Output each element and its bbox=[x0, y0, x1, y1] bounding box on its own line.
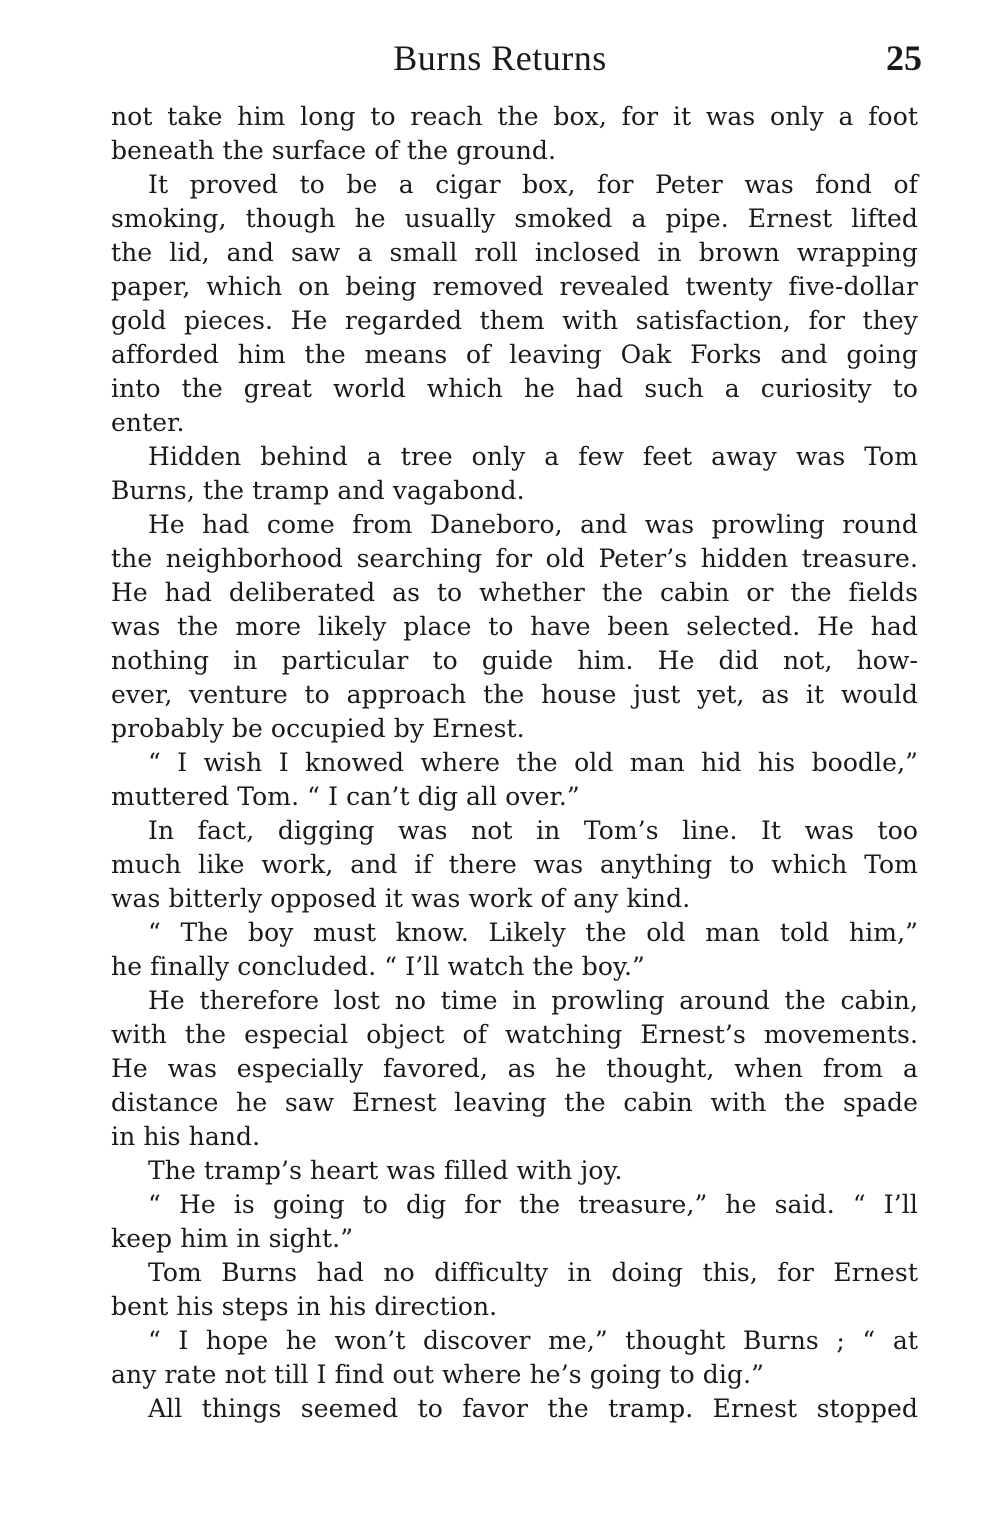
text-line: smoking, though he usually smoked a pipe. Ernest lifted bbox=[111, 204, 918, 233]
text-line: He therefore lost no time in prowling around the cabin, bbox=[148, 986, 918, 1015]
text-line: the lid, and saw a small roll inclosed in brown wrapping bbox=[111, 238, 918, 267]
running-title: Burns Returns bbox=[393, 38, 607, 78]
text-line: In fact, digging was not in Tom’s line. It was too bbox=[148, 816, 918, 845]
text-line: The tramp’s heart was filled with joy. bbox=[148, 1156, 623, 1185]
text-line: with the especial object of watching Ernest’s movements. bbox=[111, 1020, 918, 1049]
text-line: into the great world which he had such a curiosity to bbox=[111, 374, 918, 403]
text-line: nothing in particular to guide him. He did not, how- bbox=[111, 646, 918, 675]
text-line: was the more likely place to have been selected. He had bbox=[111, 612, 918, 641]
text-line: Tom Burns had no difficulty in doing this, for Ernest bbox=[148, 1258, 918, 1287]
text-line: not take him long to reach the box, for it was only a foot bbox=[111, 102, 918, 131]
text-line: the neighborhood searching for old Peter’s hidden treasure. bbox=[111, 544, 918, 573]
text-line: enter. bbox=[111, 408, 185, 437]
body-text bbox=[111, 100, 918, 1426]
text-line: He was especially favored, as he thought, when from a bbox=[111, 1054, 918, 1083]
text-line: “ I wish I knowed where the old man hid his boodle,” bbox=[148, 748, 918, 777]
text-line: muttered Tom. “ I can’t dig all over.” bbox=[111, 782, 580, 811]
text-line: keep him in sight.” bbox=[111, 1224, 354, 1253]
text-line: “ The boy must know. Likely the old man told him,” bbox=[148, 918, 918, 947]
text-line: was bitterly opposed it was work of any kind. bbox=[111, 884, 691, 913]
page-number: 25 bbox=[886, 38, 922, 78]
text-line: He had come from Daneboro, and was prowling round bbox=[148, 510, 918, 539]
text-line: distance he saw Ernest leaving the cabin with the spade bbox=[111, 1088, 918, 1117]
text-line: bent his steps in his direction. bbox=[111, 1292, 498, 1321]
text-line: Hidden behind a tree only a few feet away was Tom bbox=[148, 442, 918, 471]
text-line: He had deliberated as to whether the cabin or the fields bbox=[111, 578, 918, 607]
text-line: in his hand. bbox=[111, 1122, 261, 1151]
text-line: gold pieces. He regarded them with satisfaction, for they bbox=[111, 306, 918, 335]
text-line: probably be occupied by Ernest. bbox=[111, 714, 525, 743]
text-line: All things seemed to favor the tramp. Ernest stopped bbox=[148, 1394, 918, 1423]
text-line: ever, venture to approach the house just yet, as it would bbox=[111, 680, 918, 709]
text-line: Burns, the tramp and vagabond. bbox=[111, 476, 525, 505]
text-line: “ He is going to dig for the treasure,” he said. “ I’ll bbox=[148, 1190, 918, 1219]
text-line: any rate not till I find out where he’s going to dig.” bbox=[111, 1360, 764, 1389]
text-line: much like work, and if there was anything to which Tom bbox=[111, 850, 918, 879]
text-line: beneath the surface of the ground. bbox=[111, 136, 557, 165]
text-line: he finally concluded. “ I’ll watch the boy.” bbox=[111, 952, 645, 981]
text-line: “ I hope he won’t discover me,” thought Burns ; “ at bbox=[148, 1326, 918, 1355]
running-head bbox=[0, 36, 1000, 80]
text-line: afforded him the means of leaving Oak Forks and going bbox=[111, 340, 918, 369]
text-line: It proved to be a cigar box, for Peter was fond of bbox=[148, 170, 918, 199]
text-line: paper, which on being removed revealed twenty five-dollar bbox=[111, 272, 918, 301]
